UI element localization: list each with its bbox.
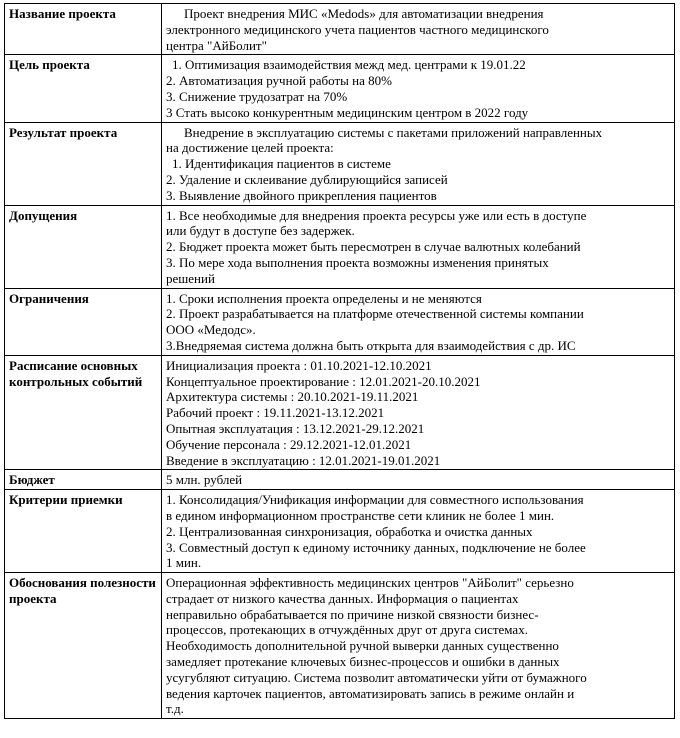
value-line: в едином информационном пространстве сети клиник не более 1 мин. bbox=[166, 507, 555, 523]
row-value bbox=[162, 470, 675, 490]
value-line: 1. Идентификация пациентов в системе bbox=[172, 156, 391, 172]
value-line: электронного медицинского учета пациентов частного медицинского bbox=[166, 21, 549, 37]
row-value bbox=[162, 205, 675, 288]
value-line: 3 Стать высоко конкурентным медицинским центром в 2022 году bbox=[166, 104, 529, 120]
row-label: Ограничения bbox=[5, 288, 162, 355]
value-line: замедляет протекание ключевых бизнес-процессов и ошибки в данных bbox=[166, 654, 560, 670]
row-value bbox=[162, 355, 675, 470]
value-line: на достижение целей проекта: bbox=[166, 140, 334, 156]
value-line: 3. Снижение трудозатрат на 70% bbox=[166, 88, 348, 104]
row-label: Обоснования полезности проекта bbox=[5, 573, 162, 719]
row-label: Расписание основных контрольных событий bbox=[5, 355, 162, 470]
row-constraints bbox=[5, 288, 675, 355]
value-line: 1 мин. bbox=[166, 555, 202, 571]
value-line: 2. Проект разрабатывается на платформе отечественной системы компании bbox=[166, 306, 584, 322]
value-line: Обучение персонала : 29.12.2021-12.01.2021 bbox=[166, 436, 412, 452]
value-line: центра "АйБолит" bbox=[166, 37, 267, 53]
value-line: ведения карточек пациентов, автоматизировать запись в режиме онлайн и bbox=[166, 685, 575, 701]
value-line: 5 млн. рублей bbox=[166, 472, 243, 488]
row-value bbox=[162, 4, 675, 55]
row-label: Критерии приемки bbox=[5, 490, 162, 573]
row-project-result bbox=[5, 122, 675, 205]
row-assumptions bbox=[5, 205, 675, 288]
value-line: Необходимость дополнительной ручной выверки данных существенно bbox=[166, 638, 559, 654]
value-line: Операционная эффективность медицинских центров "АйБолит" серьезно bbox=[166, 575, 574, 591]
row-label: Допущения bbox=[5, 205, 162, 288]
value-line: 2. Централизованная синхронизация, обработка и очистка данных bbox=[166, 523, 533, 539]
value-line: Инициализация проекта : 01.10.2021-12.10.2021 bbox=[166, 357, 432, 373]
value-line: 1. Консолидация/Унификация информации для совместного использования bbox=[166, 492, 584, 508]
row-label: Бюджет bbox=[5, 470, 162, 490]
row-value bbox=[162, 573, 675, 719]
value-line: 1. Все необходимые для внедрения проекта ресурсы уже или есть в доступе bbox=[166, 207, 587, 223]
project-charter-table bbox=[4, 3, 675, 719]
value-line: усугубляют ситуацию. Система позволит автоматически уйти от бумажного bbox=[166, 669, 587, 685]
value-line: Внедрение в эксплуатацию системы с пакетами приложений направленных bbox=[184, 124, 603, 140]
value-line: 3. Совместный доступ к единому источнику данных, подключение не более bbox=[166, 539, 586, 555]
row-project-goal bbox=[5, 55, 675, 122]
row-value bbox=[162, 122, 675, 205]
value-line: Проект внедрения МИС «Medods» для автоматизации внедрения bbox=[184, 6, 544, 21]
value-line: решений bbox=[166, 270, 215, 286]
row-label: Цель проекта bbox=[5, 55, 162, 122]
value-line: Архитектура системы : 20.10.2021-19.11.2021 bbox=[166, 389, 419, 405]
row-value bbox=[162, 490, 675, 573]
row-milestones bbox=[5, 355, 675, 470]
value-line: неправильно обрабатывается по причине низкой связности бизнес- bbox=[166, 606, 539, 622]
value-line: 3. Выявление двойного прикрепления пациентов bbox=[166, 187, 437, 203]
value-line: ООО «Медодс». bbox=[166, 322, 256, 338]
value-line: 1. Оптимизация взаимодействия межд мед. центрами к 19.01.22 bbox=[172, 57, 526, 73]
value-line: Рабочий проект : 19.11.2021-13.12.2021 bbox=[166, 405, 385, 421]
value-line: Концептуальное проектирование : 12.01.2021-20.10.2021 bbox=[166, 373, 481, 389]
value-line: 2. Автоматизация ручной работы на 80% bbox=[166, 73, 392, 89]
row-acceptance-criteria bbox=[5, 490, 675, 573]
value-line: Опытная эксплуатация : 13.12.2021-29.12.2021 bbox=[166, 420, 425, 436]
value-line: Введение в эксплуатацию : 12.01.2021-19.01.2021 bbox=[166, 452, 441, 468]
value-line: процессов, протекающих в отчуждённых друг от друга системах. bbox=[166, 622, 528, 638]
value-line: 3. По мере хода выполнения проекта возможны изменения принятых bbox=[166, 254, 549, 270]
row-project-name bbox=[5, 4, 675, 55]
value-line: 3.Внедряемая система должна быть открыта для взаимодействия с др. ИС bbox=[166, 337, 576, 353]
row-value bbox=[162, 55, 675, 122]
row-budget bbox=[5, 470, 675, 490]
value-line: 2. Бюджет проекта может быть пересмотрен в случае валютных колебаний bbox=[166, 239, 581, 255]
row-label: Название проекта bbox=[5, 4, 162, 55]
value-line: страдает от низкого качества данных. Информация о пациентах bbox=[166, 590, 519, 606]
value-line: т.д. bbox=[166, 701, 184, 717]
value-line: или будут в доступе без задержек. bbox=[166, 223, 355, 239]
row-justification bbox=[5, 573, 675, 719]
row-value bbox=[162, 288, 675, 355]
value-line: 2. Удаление и склеивание дублирующийся записей bbox=[166, 171, 448, 187]
value-line: 1. Сроки исполнения проекта определены и не меняются bbox=[166, 290, 482, 306]
row-label: Результат проекта bbox=[5, 122, 162, 205]
